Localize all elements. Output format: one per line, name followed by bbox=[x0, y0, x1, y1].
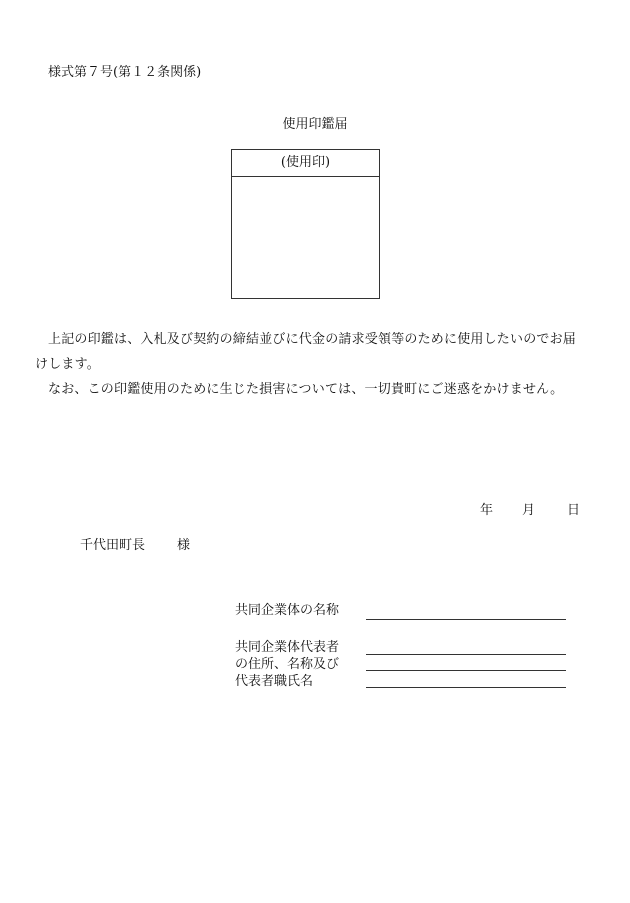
addressee-honorific: 様 bbox=[177, 538, 191, 553]
form-number: 様式第７号(第１２条関係) bbox=[48, 65, 202, 80]
seal-box-header: (使用印) bbox=[232, 150, 379, 177]
statement-paragraph-1: 上記の印鑑は、入札及び契約の締結並びに代金の請求受領等のために使用したいのでお届けします。 bbox=[35, 332, 577, 372]
date-day-label: 日 bbox=[567, 503, 581, 518]
representative-label-line-3: 代表者職氏名 bbox=[235, 674, 314, 689]
representative-name-fill-line bbox=[366, 687, 566, 688]
date-month-label: 月 bbox=[522, 503, 536, 518]
date-year-label: 年 bbox=[480, 503, 494, 518]
representative-address-fill-line bbox=[366, 654, 566, 655]
jv-name-label: 共同企業体の名称 bbox=[235, 603, 340, 618]
representative-label-line-1: 共同企業体代表者 bbox=[235, 640, 340, 655]
document-title: 使用印鑑届 bbox=[282, 117, 348, 132]
statement-paragraph-2: なお、この印鑑使用のために生じた損害については、一切貴町にご迷惑をかけません。 bbox=[48, 382, 564, 397]
seal-box bbox=[231, 149, 380, 299]
jv-name-fill-line bbox=[366, 619, 566, 620]
representative-company-fill-line bbox=[366, 670, 566, 671]
addressee-name: 千代田町長 bbox=[80, 538, 146, 553]
representative-label-line-2: の住所、名称及び bbox=[235, 657, 340, 672]
